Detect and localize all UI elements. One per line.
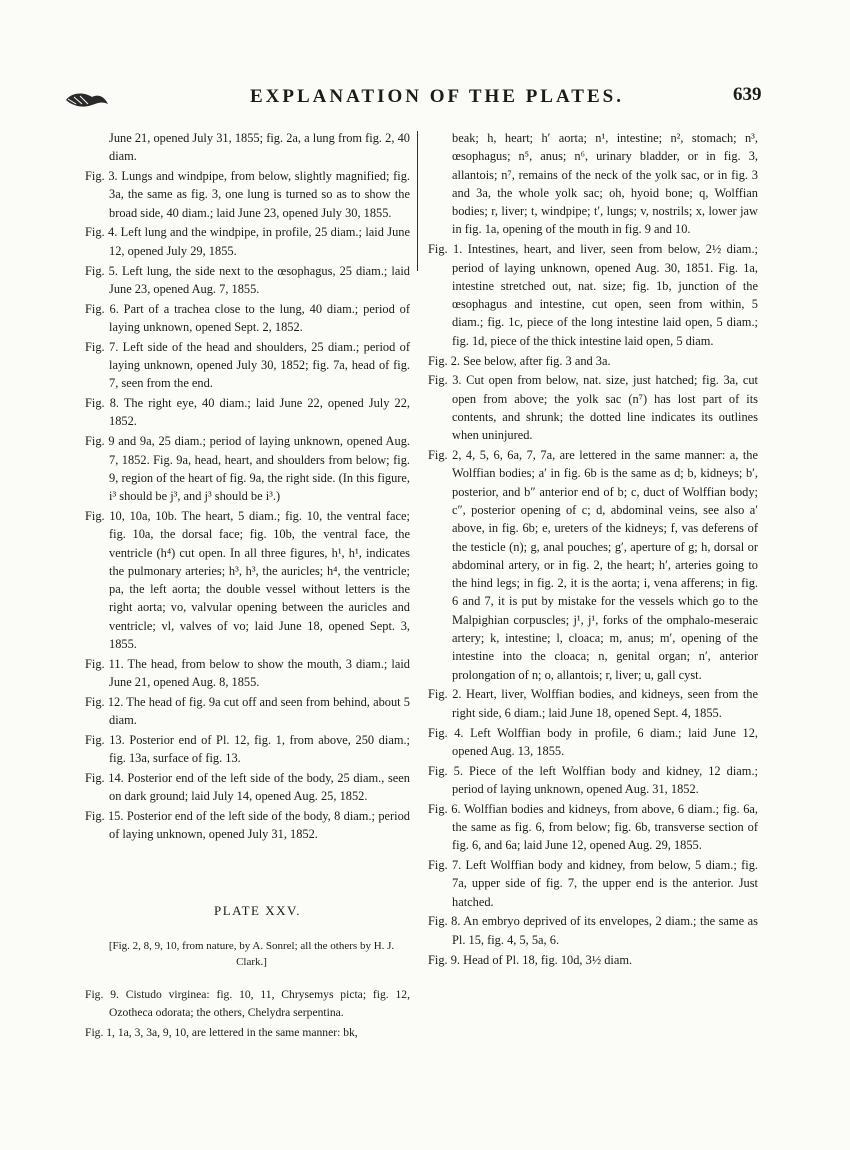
- plate-credit-note: [Fig. 2, 8, 9, 10, from nature, by A. Sonrel; all the others by H. J. Clark.]: [108, 940, 395, 969]
- figure-entry: Fig. 4. Left lung and the windpipe, in profile, 25 diam.; laid June 12, opened July 29, 1855.: [85, 225, 410, 258]
- figure-entry: Fig. 10, 10a, 10b. The heart, 5 diam.; fig. 10, the ventral face; fig. 10a, the dorsal face; fig. 10b, the ventral face, the ventricle (h⁴) cut open. In all three figures, h¹, h¹, indicates the pulmonary arteries; h³, h³, the auricles; h⁴, the ventricle; pa, the left aorta; the double vessel without letters is the right aorta; vo, valvular opening between the auricles and ventricle; vl, valves of vo; laid June 18, opened Sept. 3, 1855.: [85, 508, 410, 652]
- figure-entry: Fig. 7. Left Wolffian body and kidney, from below, 5 diam.; fig. 7a, upper side of fig. 7, the upper end is the anterior. Just hatched.: [428, 858, 758, 909]
- figure-entry: Fig. 8. An embryo deprived of its envelopes, 2 diam.; the same as Pl. 15, fig. 4, 5, 5a, 6.: [428, 914, 758, 947]
- figure-entry: Fig. 9 and 9a, 25 diam.; period of laying unknown, opened Aug. 7, 1852. Fig. 9a, head, heart, and shoulders from below; fig. 9, region of the heart of fig. 9a, the right side. (In this figure, i³ should be j³, and j³ should be i³.): [85, 434, 410, 504]
- figure-entry: Fig. 3. Lungs and windpipe, from below, slightly magnified; fig. 3a, the same as fig. 3, one lung is turned so as to show the broad side, 40 diam.; laid June 23, opened July 30, 1855.: [85, 169, 410, 220]
- figure-entry: Fig. 12. The head of fig. 9a cut off and seen from behind, about 5 diam.: [85, 694, 410, 728]
- column-divider: [417, 131, 418, 271]
- figure-entry: Fig. 9. Cistudo virginea: fig. 10, 11, Chrysemys picta; fig. 12, Ozotheca odorata; the others, Chelydra serpentina.: [85, 988, 410, 1020]
- running-head-title: EXPLANATION OF THE PLATES.: [250, 86, 624, 107]
- figure-entry: Fig. 2, 4, 5, 6, 6a, 7, 7a, are lettered in the same manner: a, the Wolffian bodies; a′ in fig. 6b is the same as d; b, kidneys; b′, posterior, and b″ anterior end of b; c, duct of Wolffian body; c″, posterior opening of c; d, abdominal veins, see also a′ above, in fig. 6b; e, ureters of the kidneys; f, vas deferens of the testicle (n); g, anal pouches; g′, aperture of g; h, dorsal or abdominal artery, or in fig. 2, the heart; h′, arteries going to the hind legs; in fig. 2, it is the aorta; i, vena afferens; in fig. 6 and 7, it is put by mistake for the vessels which go to the Malpighian corpuscles; j¹, j¹, forks of the omphalo-meseraic artery; k, intestine; l, cloaca; m, anus; m′, opening of the intestine into the cloaca; n, genital organ; n′, anterior prolongation of n; o, allantois; r, liver; u, gall cyst.: [428, 448, 758, 682]
- figure-entry: Fig. 6. Part of a trachea close to the lung, 40 diam.; period of laying unknown, opened Sept. 2, 1852.: [85, 301, 410, 334]
- figure-entry: Fig. 6. Wolffian bodies and kidneys, from above, 6 diam.; fig. 6a, the same as fig. 6, from below; fig. 6b, transverse section of fig. 6, and 6a; laid June 12, opened Aug. 29, 1855.: [428, 801, 758, 853]
- figure-entry: Fig. 14. Posterior end of the left side of the body, 25 diam., seen on dark ground; laid July 14, opened Aug. 25, 1852.: [85, 771, 410, 804]
- figure-entry: Fig. 5. Left lung, the side next to the œsophagus, 25 diam.; laid June 23, opened Aug. 7, 1855.: [85, 263, 410, 296]
- figure-entry: Fig. 5. Piece of the left Wolffian body and kidney, 12 diam.; period of laying unknown, opened Aug. 31, 1852.: [428, 763, 758, 796]
- figure-entry: Fig. 11. The head, from below to show the mouth, 3 diam.; laid June 21, opened Aug. 8, 1855.: [85, 656, 410, 690]
- figure-entry: Fig. 15. Posterior end of the left side of the body, 8 diam.; period of laying unknown, opened July 31, 1852.: [85, 809, 410, 842]
- figure-entry: Fig. 1. Intestines, heart, and liver, seen from below, 2½ diam.; period of laying unknown, opened Aug. 30, 1851. Fig. 1a, intestine stretched out, nat. size; fig. 1b, junction of the œsophagus and intestine, cut open, seen from within, 5 diam.; fig. 1c, piece of the long intestine laid open, 5 diam.; fig. 1d, piece of the thick intestine laid open, 5 diam.: [428, 242, 758, 348]
- figure-entry: Fig. 2. Heart, liver, Wolffian bodies, and kidneys, seen from the right side, 6 diam.; laid June 18, opened Sept. 4, 1855.: [428, 687, 758, 720]
- right-column: [428, 129, 758, 970]
- figure-entry: Fig. 2. See below, after fig. 3 and 3a.: [428, 353, 611, 368]
- figure-entry: Fig. 7. Left side of the head and shoulders, 25 diam.; period of laying unknown, opened July 30, 1852; fig. 7a, head of fig. 7, seen from the end.: [85, 339, 410, 391]
- page-number: 639: [733, 84, 762, 105]
- figure-entry: June 21, opened July 31, 1855; fig. 2a, a lung from fig. 2, 40 diam.: [109, 131, 410, 164]
- figure-entry: Fig. 13. Posterior end of Pl. 12, fig. 1, from above, 250 diam.; fig. 13a, surface of fig. 13.: [85, 733, 410, 766]
- left-column: [85, 129, 410, 1044]
- figure-entry: Fig. 8. The right eye, 40 diam.; laid June 22, opened July 22, 1852.: [85, 396, 410, 429]
- figure-entry: Fig. 3. Cut open from below, nat. size, just hatched; fig. 3a, cut open from above; the yolk sac (n⁷) has lost part of its contents, and shrunk; the dotted line indicates its outlines when uninjured.: [428, 373, 758, 443]
- figure-entry: Fig. 1, 1a, 3, 3a, 9, 10, are lettered in the same manner: bk,: [85, 1026, 358, 1040]
- figure-entry: Fig. 4. Left Wolffian body in profile, 6 diam.; laid June 12, opened Aug. 13, 1855.: [428, 725, 758, 758]
- plate-heading: PLATE XXV.: [214, 902, 301, 918]
- figure-entry: beak; h, heart; h′ aorta; n¹, intestine; n², stomach; n³, œsophagus; n⁵, anus; n⁶, urinary bladder, or in fig. 3, allantois; n⁷, remains of the neck of the yolk sac, or in fig. 3 and 3a, the whole yolk sac; oh, hyoid bone; q, Wolffian bodies; r, liver; t, windpipe; t′, lungs; v, nostrils; x, lower jaw in fig. 1a, opening of the mouth in fig. 9 and 10.: [452, 131, 758, 237]
- figure-entry: Fig. 9. Head of Pl. 18, fig. 10d, 3½ diam.: [428, 952, 633, 967]
- plate-entries: [85, 986, 410, 1042]
- decorative-ornament-icon: [62, 86, 110, 112]
